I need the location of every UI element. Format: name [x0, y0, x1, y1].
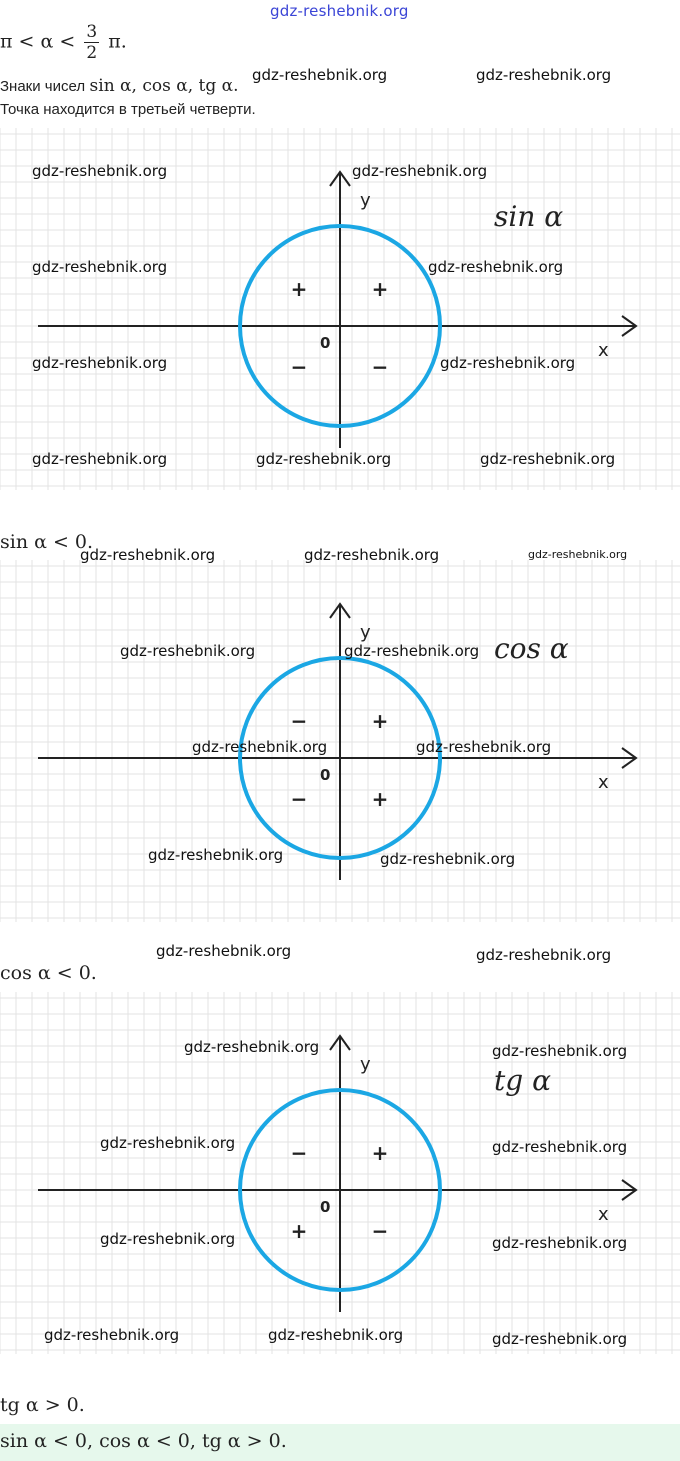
watermark: gdz-reshebnik.org	[492, 1234, 628, 1252]
sign-quadrant-3: −	[290, 355, 308, 379]
diagram-title: tg α	[494, 1064, 551, 1097]
final-answer-box	[0, 1424, 680, 1461]
x-axis-label: x	[598, 1204, 609, 1225]
diagram-title: cos α	[494, 632, 569, 665]
diagram-sin-figure	[0, 128, 680, 490]
watermark: gdz-reshebnik.org	[476, 946, 612, 964]
fraction-numerator: 3	[86, 22, 98, 42]
origin-label: 0	[320, 1198, 331, 1216]
sign-quadrant-4: +	[371, 787, 389, 811]
watermark: gdz-reshebnik.org	[304, 546, 440, 564]
x-axis-label: x	[598, 772, 609, 793]
sign-quadrant-4: −	[371, 1219, 389, 1243]
watermark: gdz-reshebnik.org	[100, 1230, 236, 1248]
watermark: gdz-reshebnik.org	[268, 1326, 404, 1344]
watermark: gdz-reshebnik.org	[480, 450, 616, 468]
sin-result: sin α < 0.	[0, 531, 94, 553]
origin-label: 0	[320, 766, 331, 784]
watermark: gdz-reshebnik.org	[492, 1042, 628, 1060]
sign-quadrant-2: −	[290, 709, 308, 733]
watermark: gdz-reshebnik.org	[120, 642, 256, 660]
diagram-title: sin α	[494, 200, 564, 233]
signs-math: sin α, cos α, tg α.	[89, 76, 239, 96]
watermark: gdz-reshebnik.org	[32, 450, 168, 468]
watermark: gdz-reshebnik.org	[380, 850, 516, 868]
sign-quadrant-3: −	[290, 787, 308, 811]
watermark: gdz-reshebnik.org	[440, 354, 576, 372]
fraction	[84, 22, 99, 63]
final-answer: sin α < 0, cos α < 0, tg α > 0.	[0, 1430, 287, 1452]
signs-prefix: Знаки чисел	[0, 78, 86, 95]
inequality-line	[0, 22, 127, 63]
sign-quadrant-3: +	[290, 1219, 308, 1243]
watermark: gdz-reshebnik.org	[252, 66, 388, 84]
sign-quadrant-2: −	[290, 1141, 308, 1165]
watermark: gdz-reshebnik.org	[100, 1134, 236, 1152]
sign-quadrant-2: +	[290, 277, 308, 301]
cos-result: cos α < 0.	[0, 962, 97, 984]
diagram-sin	[0, 128, 680, 490]
watermark: gdz-reshebnik.org	[32, 162, 168, 180]
y-axis-label: y	[360, 190, 371, 211]
watermark: gdz-reshebnik.org	[492, 1138, 628, 1156]
diagram-tg	[0, 992, 680, 1354]
watermark: gdz-reshebnik.org	[32, 258, 168, 276]
diagram-cos	[0, 560, 680, 922]
inequality-right: π.	[108, 30, 127, 53]
inequality-left: π < α <	[0, 30, 76, 53]
sign-quadrant-4: −	[371, 355, 389, 379]
signs-line	[0, 76, 239, 96]
watermark: gdz-reshebnik.org	[80, 546, 216, 564]
header-watermark: gdz-reshebnik.org	[270, 2, 409, 20]
watermark: gdz-reshebnik.org	[528, 548, 628, 561]
watermark: gdz-reshebnik.org	[44, 1326, 180, 1344]
y-axis-label: y	[360, 622, 371, 643]
watermark: gdz-reshebnik.org	[344, 642, 480, 660]
watermark: gdz-reshebnik.org	[428, 258, 564, 276]
watermark: gdz-reshebnik.org	[156, 942, 292, 960]
watermark: gdz-reshebnik.org	[32, 354, 168, 372]
x-axis-label: x	[598, 340, 609, 361]
watermark: gdz-reshebnik.org	[352, 162, 488, 180]
sign-quadrant-1: +	[371, 1141, 389, 1165]
quarter-text: Точка находится в третьей четверти.	[0, 101, 256, 118]
fraction-denominator: 2	[86, 43, 98, 63]
watermark: gdz-reshebnik.org	[192, 738, 328, 756]
sign-quadrant-1: +	[371, 277, 389, 301]
tg-result: tg α > 0.	[0, 1394, 85, 1416]
watermark: gdz-reshebnik.org	[416, 738, 552, 756]
y-axis-label: y	[360, 1054, 371, 1075]
diagram-cos-figure	[0, 560, 680, 922]
watermark: gdz-reshebnik.org	[148, 846, 284, 864]
watermark: gdz-reshebnik.org	[492, 1330, 628, 1348]
watermark: gdz-reshebnik.org	[476, 66, 612, 84]
watermark: gdz-reshebnik.org	[184, 1038, 320, 1056]
origin-label: 0	[320, 334, 331, 352]
sign-quadrant-1: +	[371, 709, 389, 733]
watermark: gdz-reshebnik.org	[256, 450, 392, 468]
